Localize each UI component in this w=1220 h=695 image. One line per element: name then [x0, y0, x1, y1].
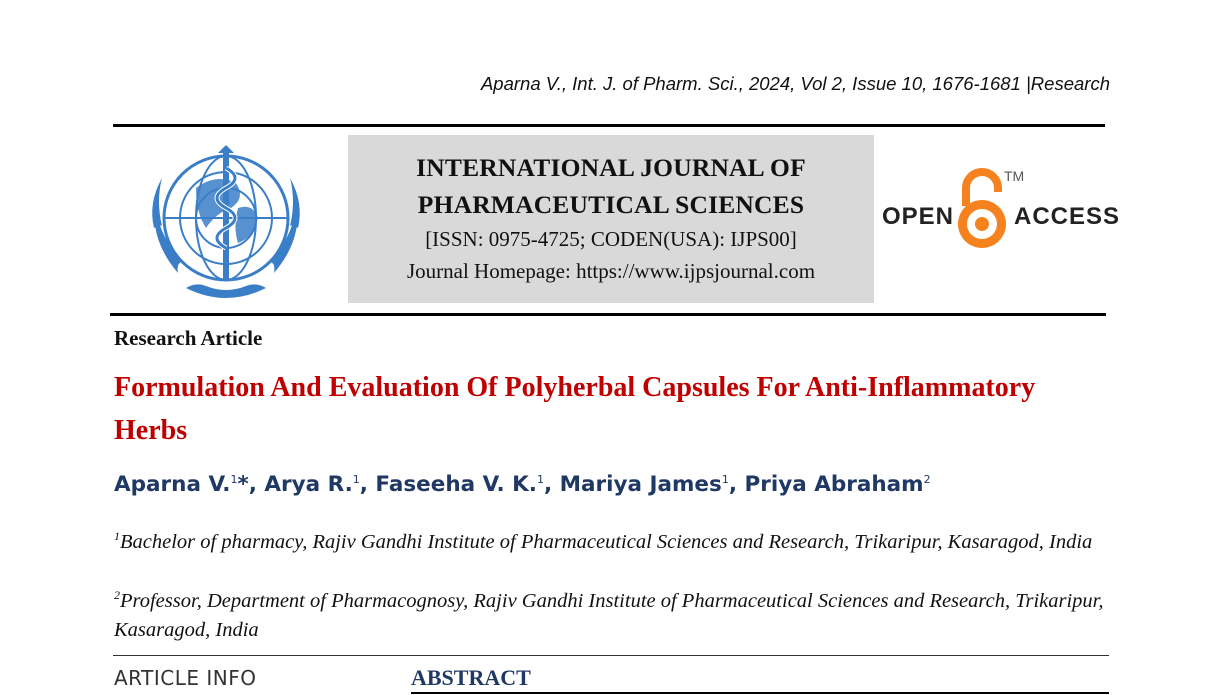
author-affiliation-number: 1: [536, 472, 544, 486]
journal-banner: [348, 135, 874, 303]
trademark-mark: TM: [1004, 168, 1025, 184]
affiliation-2: [114, 581, 1104, 645]
author-affiliation-number: 1: [230, 472, 238, 486]
author-affiliation-number: 1: [352, 472, 360, 486]
affiliation-text: Professor, Department of Pharmacognosy, Rajiv Gandhi Institute of Pharmaceutical Sciences and Research, Trikaripur, Kasaragod, India: [114, 589, 1104, 641]
open-lock-icon: [952, 166, 1012, 252]
author-separator: ,: [248, 472, 265, 497]
article-title: Formulation And Evaluation Of Polyherbal Capsules For Anti-Inflammatory Herbs: [114, 372, 1036, 446]
article-info-heading: ARTICLE INFO: [114, 666, 257, 690]
who-emblem-logo: [126, 138, 326, 306]
abstract-heading: ABSTRACT: [411, 665, 531, 690]
author-separator: ,: [359, 472, 376, 497]
author-affiliation-number: 2: [923, 472, 931, 486]
author-name[interactable]: Aparna V.: [114, 472, 231, 497]
author-affiliation-number: 1: [721, 472, 729, 486]
affiliation-number: 2: [114, 588, 120, 602]
journal-issn: [ISSN: 0975-4725; CODEN(USA): IJPS00]: [425, 227, 797, 251]
top-rule: [113, 124, 1105, 127]
open-access-open-text: OPEN: [882, 203, 955, 230]
affiliation-text: Bachelor of pharmacy, Rajiv Gandhi Institute of Pharmaceutical Sciences and Research, Trikaripur, Kasaragod, India: [120, 530, 1093, 553]
author-name[interactable]: Faseeha V. K.: [375, 472, 537, 497]
affiliation-number: 1: [114, 529, 120, 543]
journal-name-line1: INTERNATIONAL JOURNAL OF: [416, 153, 806, 182]
affiliation-1: [114, 522, 1104, 557]
abstract-rule: [411, 692, 1109, 694]
author-name[interactable]: Priya Abraham: [744, 472, 924, 497]
header-bottom-rule: [110, 313, 1106, 316]
open-access-logo: [880, 166, 1121, 256]
author-list: [114, 472, 931, 497]
article-info-rule: [113, 655, 1109, 656]
article-type: Research Article: [114, 326, 263, 350]
author-name[interactable]: Mariya James: [559, 472, 722, 497]
author-separator: ,: [728, 472, 745, 497]
open-access-access-text: ACCESS: [1014, 203, 1121, 230]
author-separator: ,: [543, 472, 560, 497]
journal-homepage[interactable]: Journal Homepage: https://www.ijpsjournal.com: [406, 259, 816, 283]
running-head: Aparna V., Int. J. of Pharm. Sci., 2024, Vol 2, Issue 10, 1676-1681 |Research: [480, 73, 1110, 94]
corresponding-author-mark: *: [237, 472, 249, 497]
author-name[interactable]: Arya R.: [264, 472, 353, 497]
journal-name-line2: PHARMACEUTICAL SCIENCES: [417, 190, 805, 219]
